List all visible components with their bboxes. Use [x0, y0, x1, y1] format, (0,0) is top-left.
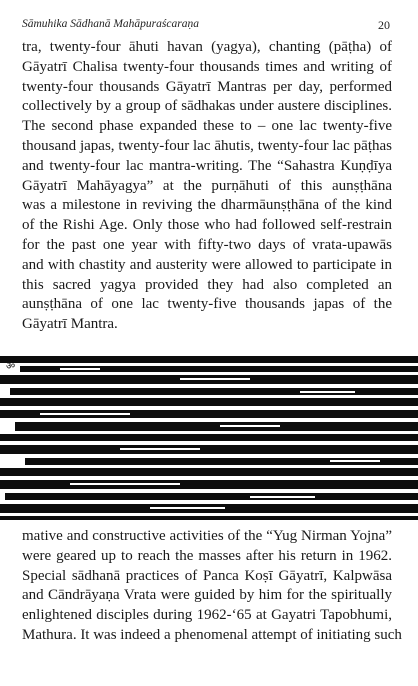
page-number: 20: [378, 18, 390, 32]
text-line: were geared up to reach the masses after his return in 1962.: [22, 547, 392, 564]
text-line: this sacred yagya provided they had also completed an: [22, 276, 392, 293]
scan-artifact-glyph: ॐ: [6, 361, 16, 372]
text-line: and with chastity and austerity were allowed to participate in: [22, 256, 392, 273]
text-line: collectively by a group of sādhakas under austere disciplines.: [22, 98, 392, 115]
text-line: Gāyatrī Mantra.: [22, 316, 118, 333]
running-title: Sāmuhika Sādhanā Mahāpuraścaraṇa: [22, 18, 199, 30]
text-line: enlightened disciples during 1962-‘65 at Gayatri Tapobhumi,: [22, 607, 392, 624]
text-line: The second phase expanded these to – one lac twenty-five: [22, 118, 392, 135]
body-text-top: [22, 38, 392, 335]
text-line: aunṣṭhāna of one lac twenty-five thousands japas of the: [22, 296, 392, 313]
text-line: and Cāndrāyaṇa Vrata were guided by him for the spiritually: [22, 587, 392, 604]
text-line: twenty-four thousands Gāyatrī Mantras per day, performed: [22, 78, 392, 95]
body-text-bottom: [22, 527, 402, 646]
text-line: Special sādhanā practices of Panca Koṣī Gāyatrī, Kalpwāsa: [22, 567, 392, 584]
page-header: [22, 18, 390, 36]
text-line: of the Rishi Age. Only those who had followed self-restrain: [22, 217, 392, 234]
text-line: for the past one year with fifty-two days of vrata-upawās: [22, 236, 392, 253]
text-line: Gāyatrī Mahāyagya” at the purṇāhuti of this aunṣṭhāna: [22, 177, 392, 194]
text-line: and twenty-four lac mantra-writing. The “Sahastra Kuṇḍīya: [22, 157, 392, 174]
text-line: mative and constructive activities of the “Yug Nirman Yojna”: [22, 528, 392, 544]
text-line: tra, twenty-four āhuti havan (yagya), chanting (pāṭha) of: [22, 39, 392, 55]
text-line: Gāyatrī Chalisa twenty-four thousands times and writing of: [22, 58, 392, 75]
text-line: Mathura. It was indeed a phenomenal attempt of initiating such: [22, 626, 402, 643]
text-line: was a milestone in reviving the dharmāunṣṭhāna of the kind: [22, 197, 392, 214]
redaction-bars: [0, 350, 418, 520]
text-line: thousand japas, twenty-four lac āhutis, twenty-four lac pāṭhas: [22, 137, 392, 154]
